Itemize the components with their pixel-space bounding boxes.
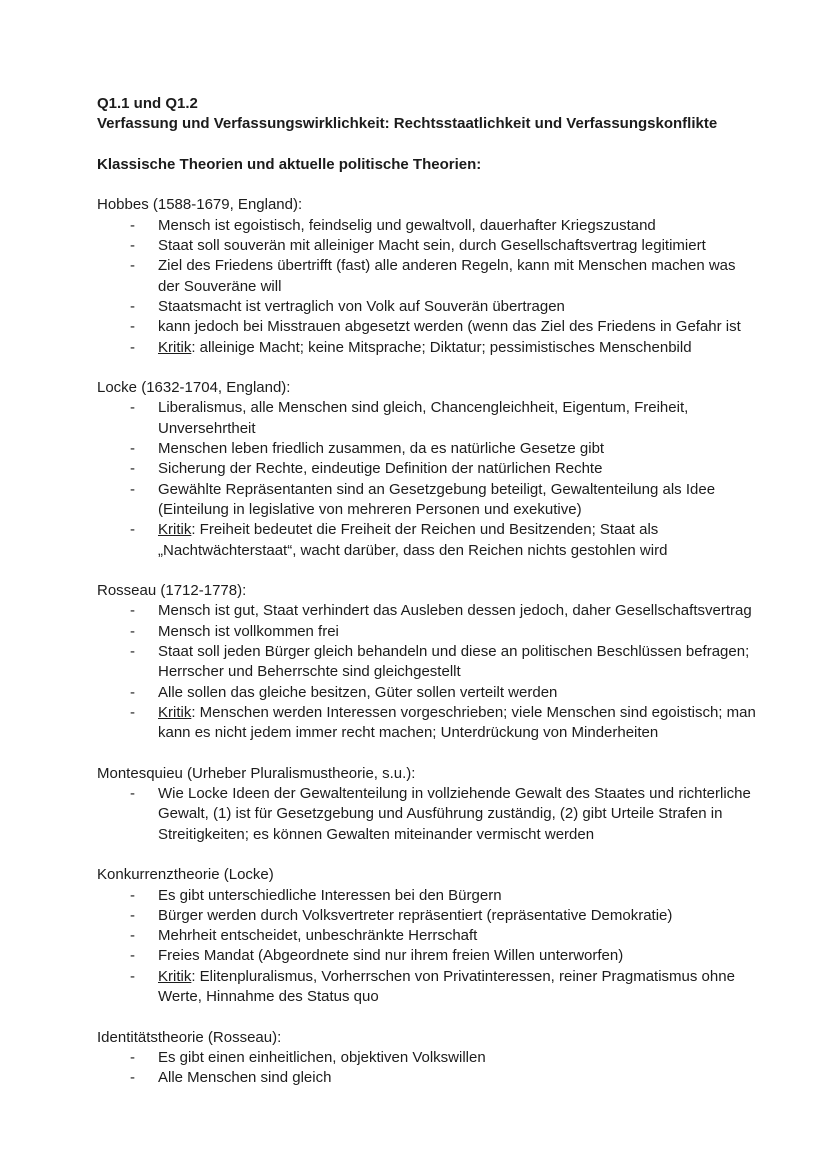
- bullet-item: [97, 886, 759, 906]
- bullet-dash: -: [130, 906, 135, 924]
- bullet-text-line: Mensch ist gut, Staat verhindert das Ausleben dessen jedoch, daher Gesellschaftsvertrag: [158, 602, 752, 620]
- section-title: Locke (1632-1704, England):: [97, 379, 291, 397]
- bullet-text-line: Bürger werden durch Volksvertreter repräsentiert (repräsentative Demokratie): [158, 906, 673, 924]
- doc-subtitle: Klassische Theorien und aktuelle politische Theorien:: [97, 155, 482, 173]
- bullet-item: [97, 946, 759, 966]
- bullet-dash: -: [130, 947, 135, 965]
- bullet-text-line: „Nachtwächterstaat“, wacht darüber, dass den Reichen nichts gestohlen wird: [158, 541, 668, 559]
- bullet-list: [97, 601, 759, 743]
- doc-title-line-1: Q1.1 und Q1.2: [97, 95, 198, 112]
- underlined-term: Kritik: [158, 703, 192, 721]
- bullet-item: [97, 967, 759, 1008]
- bullet-text-line: kann es nicht jedem immer recht machen; Unterdrückung von Minderheiten: [158, 724, 659, 742]
- bullet-dash: -: [130, 521, 135, 539]
- bullet-dash: -: [130, 216, 135, 234]
- bullet-text: [158, 622, 759, 642]
- bullet-dash: -: [130, 399, 135, 417]
- bullet-item: [97, 926, 759, 946]
- bullet-text: [158, 520, 759, 561]
- bullet-text: [158, 784, 759, 845]
- bullet-dash: -: [130, 1069, 135, 1087]
- sections-container: [97, 195, 759, 1088]
- bullet-text: [158, 601, 759, 621]
- bullet-text: [158, 297, 759, 317]
- bullet-dash: -: [130, 927, 135, 945]
- bullet-item: [97, 1048, 759, 1068]
- bullet-dash: -: [130, 703, 135, 721]
- bullet-text-line: Liberalismus, alle Menschen sind gleich, Chancengleichheit, Eigentum, Freiheit,: [158, 399, 689, 417]
- bullet-text-line: Staatsmacht ist vertraglich von Volk auf Souverän übertragen: [158, 297, 565, 315]
- bullet-item: [97, 216, 759, 236]
- bullet-item: [97, 480, 759, 521]
- bullet-text-line: Staat soll souverän mit alleiniger Macht sein, durch Gesellschaftsvertrag legitimiert: [158, 237, 706, 255]
- bullet-dash: -: [130, 785, 135, 803]
- bullet-text-line: Kritik: Menschen werden Interessen vorgeschrieben; viele Menschen sind egoistisch; man: [158, 703, 756, 721]
- bullet-item: [97, 256, 759, 297]
- bullet-text-line: Mensch ist egoistisch, feindselig und gewaltvoll, dauerhafter Kriegszustand: [158, 216, 656, 234]
- bullet-list: [97, 784, 759, 845]
- bullet-text-line: Werte, Hinnahme des Status quo: [158, 988, 379, 1006]
- bullet-dash: -: [130, 297, 135, 315]
- underlined-term: Kritik: [158, 521, 192, 539]
- bullet-text: [158, 946, 759, 966]
- bullet-item: [97, 338, 759, 358]
- bullet-item: [97, 520, 759, 561]
- bullet-text-line: Sicherung der Rechte, eindeutige Definition der natürlichen Rechte: [158, 460, 603, 478]
- underlined-term: Kritik: [158, 967, 192, 985]
- bullet-dash: -: [130, 967, 135, 985]
- section-1: [97, 378, 759, 561]
- section-title: Konkurrenztheorie (Locke): [97, 866, 274, 884]
- section-title: Identitätstheorie (Rosseau):: [97, 1028, 282, 1046]
- bullet-text: [158, 398, 759, 439]
- bullet-text-line: Kritik: Freiheit bedeutet die Freiheit der Reichen und Besitzenden; Staat als: [158, 521, 659, 539]
- bullet-dash: -: [130, 480, 135, 498]
- bullet-item: [97, 784, 759, 845]
- bullet-text-line: Kritik: Elitenpluralismus, Vorherrschen von Privatinteressen, reiner Pragmatismus ohne: [158, 967, 735, 985]
- bullet-dash: -: [130, 257, 135, 275]
- bullet-text-line: Unversehrtheit: [158, 419, 256, 437]
- bullet-dash: -: [130, 1048, 135, 1066]
- bullet-text: [158, 906, 759, 926]
- bullet-item: [97, 601, 759, 621]
- bullet-item: [97, 683, 759, 703]
- bullet-text-line: Kritik: alleinige Macht; keine Mitsprache; Diktatur; pessimistisches Menschenbild: [158, 338, 692, 356]
- bullet-dash: -: [130, 237, 135, 255]
- bullet-item: [97, 906, 759, 926]
- bullet-item: [97, 1068, 759, 1088]
- section-title: Rosseau (1712-1778):: [97, 582, 247, 600]
- bullet-text-line: Alle Menschen sind gleich: [158, 1069, 332, 1087]
- bullet-text: [158, 439, 759, 459]
- bullet-text-line: (Einteilung in legislative von mehreren Personen und exekutive): [158, 500, 582, 518]
- bullet-text: [158, 236, 759, 256]
- section-title: Hobbes (1588-1679, England):: [97, 196, 303, 214]
- bullet-text-line: Menschen leben friedlich zusammen, da es natürliche Gesetze gibt: [158, 440, 605, 458]
- bullet-text-line: Gewählte Repräsentanten sind an Gesetzgebung beteiligt, Gewaltenteilung als Idee: [158, 480, 716, 498]
- bullet-text: [158, 317, 759, 337]
- bullet-text-line: Herrscher und Beherrschte sind gleichgestellt: [158, 663, 461, 681]
- bullet-text-line: Gewalt, (1) ist für Gesetzgebung und Ausführung zuständig, (2) gibt Urteile Strafen in: [158, 805, 723, 823]
- bullet-text-line: Es gibt einen einheitlichen, objektiven Volkswillen: [158, 1048, 486, 1066]
- bullet-item: [97, 642, 759, 683]
- bullet-text-line: Wie Locke Ideen der Gewaltenteilung in vollziehende Gewalt des Staates und richterliche: [158, 785, 751, 803]
- bullet-list: [97, 216, 759, 358]
- section-2: [97, 581, 759, 743]
- bullet-dash: -: [130, 318, 135, 336]
- bullet-item: [97, 439, 759, 459]
- bullet-text: [158, 683, 759, 703]
- bullet-text-line: Freies Mandat (Abgeordnete sind nur ihrem freien Willen unterworfen): [158, 947, 624, 965]
- bullet-list: [97, 886, 759, 1008]
- bullet-dash: -: [130, 683, 135, 701]
- bullet-text: [158, 926, 759, 946]
- bullet-text-line: Mensch ist vollkommen frei: [158, 622, 339, 640]
- bullet-text: [158, 1068, 759, 1088]
- bullet-text: [158, 1048, 759, 1068]
- bullet-text-line: Es gibt unterschiedliche Interessen bei den Bürgern: [158, 886, 502, 904]
- section-0: [97, 195, 759, 357]
- bullet-item: [97, 459, 759, 479]
- bullet-dash: -: [130, 460, 135, 478]
- section-5: [97, 1028, 759, 1089]
- bullet-text-line: kann jedoch bei Misstrauen abgesetzt werden (wenn das Ziel des Friedens in Gefahr ist: [158, 318, 741, 336]
- document-content: [97, 94, 759, 1089]
- bullet-text-line: Mehrheit entscheidet, unbeschränkte Herrschaft: [158, 927, 478, 945]
- underlined-term: Kritik: [158, 338, 192, 356]
- section-title: Montesquieu (Urheber Pluralismustheorie, s.u.):: [97, 764, 416, 782]
- bullet-item: [97, 622, 759, 642]
- bullet-item: [97, 297, 759, 317]
- bullet-dash: -: [130, 643, 135, 661]
- bullet-item: [97, 703, 759, 744]
- bullet-dash: -: [130, 602, 135, 620]
- bullet-text-line: Ziel des Friedens übertrifft (fast) alle anderen Regeln, kann mit Menschen machen was: [158, 257, 736, 275]
- bullet-text: [158, 703, 759, 744]
- bullet-text-line: Alle sollen das gleiche besitzen, Güter sollen verteilt werden: [158, 683, 558, 701]
- bullet-text: [158, 642, 759, 683]
- doc-title-line-2: Verfassung und Verfassungswirklichkeit: Rechtsstaatlichkeit und Verfassungskonflikte: [97, 115, 718, 133]
- bullet-dash: -: [130, 622, 135, 640]
- bullet-text-line: Streitigkeiten; es können Gewalten miteinander vermischt werden: [158, 825, 595, 843]
- bullet-dash: -: [130, 886, 135, 904]
- bullet-list: [97, 398, 759, 560]
- bullet-text: [158, 459, 759, 479]
- bullet-text: [158, 256, 759, 297]
- bullet-list: [97, 1048, 759, 1089]
- bullet-text: [158, 480, 759, 521]
- bullet-text: [158, 216, 759, 236]
- bullet-text-line: Staat soll jeden Bürger gleich behandeln und diese an politischen Beschlüssen befragen;: [158, 643, 750, 661]
- section-4: [97, 865, 759, 1007]
- bullet-text: [158, 338, 759, 358]
- blank-line: [97, 135, 759, 155]
- section-3: [97, 764, 759, 845]
- bullet-text-line: der Souveräne will: [158, 277, 282, 295]
- bullet-text: [158, 967, 759, 1008]
- bullet-item: [97, 236, 759, 256]
- bullet-dash: -: [130, 440, 135, 458]
- bullet-text: [158, 886, 759, 906]
- bullet-item: [97, 398, 759, 439]
- bullet-item: [97, 317, 759, 337]
- bullet-dash: -: [130, 338, 135, 356]
